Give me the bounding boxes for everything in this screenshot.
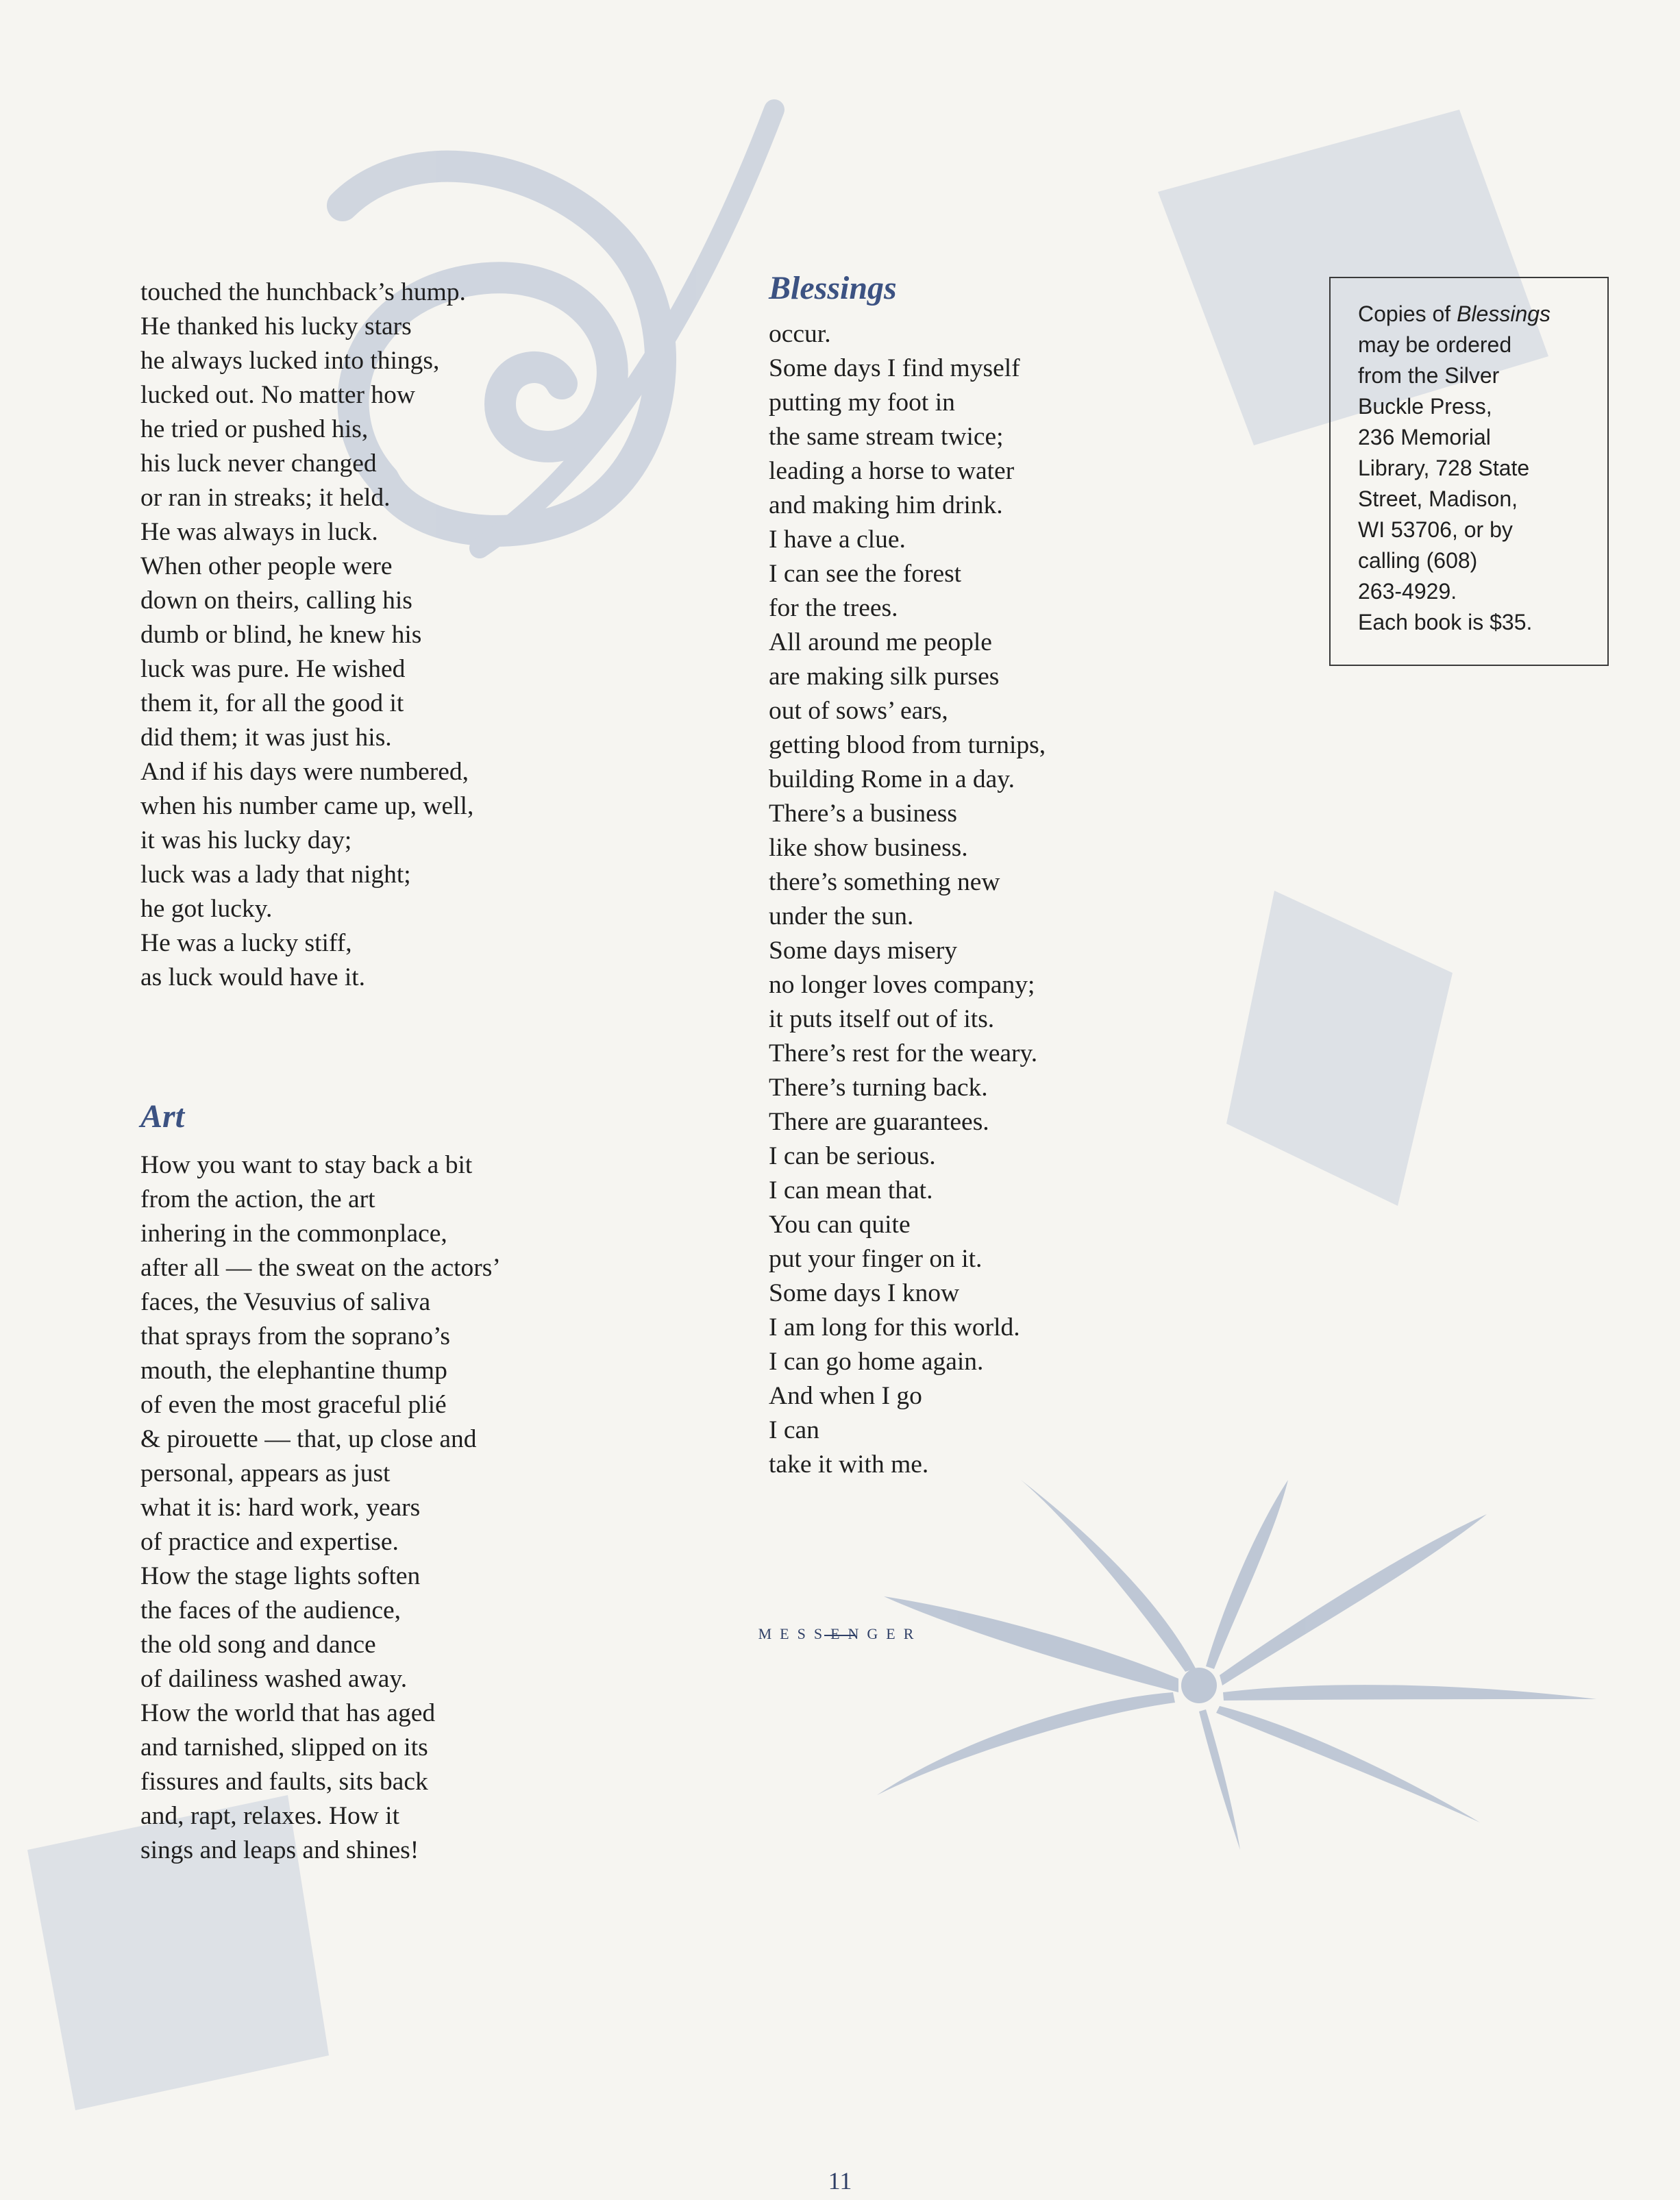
poem-line: building Rome in a day. — [769, 765, 1015, 793]
poem-line: All around me people — [769, 628, 992, 656]
poem-line: no longer loves company; — [769, 971, 1035, 999]
poem-line: mouth, the elephantine thump — [140, 1357, 447, 1385]
poem-line: the old song and dance — [140, 1631, 376, 1659]
poem-line: Some days I know — [769, 1279, 960, 1307]
poem-line: what it is: hard work, years — [140, 1494, 421, 1522]
poem-line: he tried or pushed his, — [140, 415, 369, 443]
poem-line: he got lucky. — [140, 895, 273, 923]
poem-line: There’s rest for the weary. — [769, 1039, 1038, 1067]
ordering-info-line: Each book is $35. — [1358, 610, 1533, 634]
footer-divider — [824, 1635, 856, 1636]
poem-line: out of sows’ ears, — [769, 697, 948, 725]
page-number: 11 — [828, 2167, 852, 2195]
art-poem-body — [140, 1148, 702, 1868]
poem-line: There’s turning back. — [769, 1074, 988, 1102]
poem-line: the faces of the audience, — [140, 1596, 401, 1624]
poem-line: getting blood from turnips, — [769, 731, 1046, 759]
poem-line: inhering in the commonplace, — [140, 1220, 447, 1248]
splash-ray-shape — [877, 1692, 1175, 1795]
art-poem-title: Art — [140, 1098, 185, 1135]
poem-line: there’s something new — [769, 868, 1000, 896]
poem-line: take it with me. — [769, 1450, 929, 1479]
blessings-poem-column — [769, 269, 1303, 1482]
poem-line: fissures and faults, sits back — [140, 1768, 428, 1796]
poem-line: of even the most graceful plié — [140, 1391, 447, 1419]
continued-poem — [140, 275, 702, 995]
poem-line: that sprays from the soprano’s — [140, 1322, 450, 1350]
poem-line: I can mean that. — [769, 1176, 933, 1204]
ordering-info-line: 236 Memorial — [1358, 425, 1491, 449]
ordering-info-text — [1358, 330, 1580, 638]
poem-line: Some days I find myself — [769, 354, 1020, 382]
poem-stanza — [140, 1148, 702, 1559]
poem-line: How you want to stay back a bit — [140, 1151, 473, 1179]
poem-line: did them; it was just his. — [140, 724, 392, 752]
book-title-reference: Blessings — [1457, 301, 1551, 326]
poem-line: I can go home again. — [769, 1348, 984, 1376]
poem-line: for the trees. — [769, 594, 898, 622]
poem-line: And when I go — [769, 1382, 922, 1410]
poem-line: He was a lucky stiff, — [140, 929, 352, 957]
ordering-info-line: may be ordered — [1358, 332, 1512, 357]
poem-line: I can be serious. — [769, 1142, 936, 1170]
poem-line: personal, appears as just — [140, 1459, 391, 1487]
ordering-info-box — [1329, 277, 1609, 666]
poem-line: and, rapt, relaxes. How it — [140, 1802, 400, 1830]
poem-line: lucked out. No matter how — [140, 381, 415, 409]
ordering-info-line: Street, Madison, — [1358, 486, 1518, 511]
poem-line: I am long for this world. — [769, 1313, 1020, 1342]
publication-name: MESSENGER — [758, 1625, 922, 1642]
poem-line: of practice and expertise. — [140, 1528, 399, 1556]
poem-line: touched the hunchback’s hump. — [140, 278, 466, 306]
poem-line: of dailiness washed away. — [140, 1665, 408, 1693]
poem-line: like show business. — [769, 834, 968, 862]
poem-line: from the action, the art — [140, 1185, 375, 1213]
splash-ray-shape — [884, 1596, 1178, 1692]
poem-line: And if his days were numbered, — [140, 758, 469, 786]
poem-line: or ran in streaks; it held. — [140, 484, 391, 512]
ordering-info-first-line: Copies of Blessings — [1358, 301, 1551, 326]
poem-line: the same stream twice; — [769, 423, 1004, 451]
ordering-info-line: from the Silver — [1358, 363, 1500, 388]
poem-line: down on theirs, calling his — [140, 586, 412, 615]
poem-line: after all — the sweat on the actors’ — [140, 1254, 501, 1282]
ordering-info-line: calling (608) — [1358, 548, 1478, 573]
blessings-poem-title: Blessings — [769, 270, 897, 306]
poem-line: You can quite — [769, 1211, 911, 1239]
poem-line: & pirouette — that, up close and — [140, 1425, 477, 1453]
ordering-info-line: WI 53706, or by — [1358, 517, 1513, 542]
ordering-info-line: Buckle Press, — [1358, 394, 1492, 419]
poem-line: He was always in luck. — [140, 518, 378, 546]
poem-stanza — [769, 317, 1303, 626]
poem-line: leading a horse to water — [769, 457, 1015, 485]
blessings-poem-body — [769, 317, 1303, 1482]
poem-line: He thanked his lucky stars — [140, 312, 412, 341]
poem-line: luck was a lady that night; — [140, 861, 411, 889]
poem-line: them it, for all the good it — [140, 689, 404, 717]
poem-line: his luck never changed — [140, 449, 377, 478]
poem-line: How the stage lights soften — [140, 1562, 421, 1590]
poem-line: are making silk purses — [769, 663, 1000, 691]
poem-line: dumb or blind, he knew his — [140, 621, 422, 649]
poem-stanza — [769, 934, 1303, 1276]
poem-line: under the sun. — [769, 902, 914, 930]
splash-ray-shape — [1216, 1706, 1480, 1822]
poem-line: sings and leaps and shines! — [140, 1836, 419, 1864]
poem-line: There’s a business — [769, 800, 957, 828]
poem-line: as luck would have it. — [140, 963, 366, 991]
poem-line: and tarnished, slipped on its — [140, 1733, 428, 1762]
poem-line: faces, the Vesuvius of saliva — [140, 1288, 431, 1316]
poem-line: it puts itself out of its. — [769, 1005, 995, 1033]
poem-line: Some days misery — [769, 937, 957, 965]
poem-line: There are guarantees. — [769, 1108, 989, 1136]
poem-stanza — [769, 1276, 1303, 1482]
ordering-info-line: Library, 728 State — [1358, 456, 1530, 480]
poem-stanza — [140, 1559, 702, 1868]
poem-line: it was his lucky day; — [140, 826, 352, 854]
poem-line: when his number came up, well, — [140, 792, 474, 820]
poem-line: luck was pure. He wished — [140, 655, 406, 683]
poem-stanza — [769, 626, 1303, 934]
poem-line: How the world that has aged — [140, 1699, 436, 1727]
splash-ray-shape — [1223, 1685, 1596, 1701]
poem-line: When other people were — [140, 552, 393, 580]
splash-ray-shape — [1199, 1709, 1240, 1850]
poem-line: putting my foot in — [769, 388, 955, 417]
poem-line: he always lucked into things, — [140, 347, 440, 375]
ordering-info-line: 263-4929. — [1358, 579, 1457, 604]
poem-line: I can see the forest — [769, 560, 962, 588]
poem-line: I can — [769, 1416, 819, 1444]
splash-center-shape — [1181, 1668, 1217, 1703]
poem-stanza — [140, 275, 702, 995]
poem-line: occur. — [769, 320, 831, 348]
poem-line: I have a clue. — [769, 526, 906, 554]
poem-line: and making him drink. — [769, 491, 1003, 519]
poem-line: put your finger on it. — [769, 1245, 983, 1273]
